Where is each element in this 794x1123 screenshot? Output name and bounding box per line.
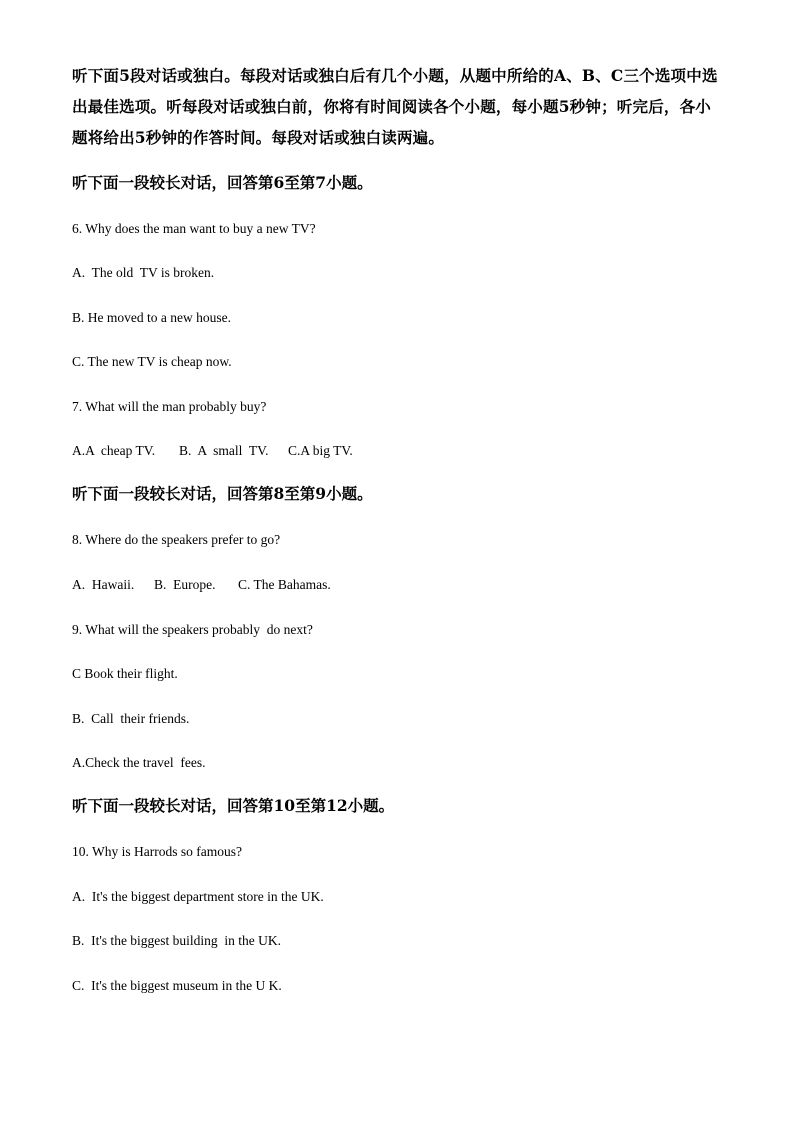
question-9-stem: 9. What will the speakers probably do next? — [72, 622, 313, 637]
question-8-stem: 8. Where do the speakers prefer to go? — [72, 532, 281, 547]
question-6-option-b: B. He moved to a new house. — [72, 310, 231, 325]
question-7-option-c: C.A big TV. — [288, 443, 353, 458]
question-8-option-a: A. Hawaii. — [72, 577, 135, 592]
listening-instructions: 听下面5段对话或独白。每段对话或独白后有几个小题，从题中所给的A、B、C三个选项中选出最佳选项。听每段对话或独白前，你将有时间阅读各个小题，每小题5秒钟；听完后，各小题将给出5秒钟的作答时间。每段对话或独白读两遍。 — [72, 66, 718, 147]
question-9-option-3: A.Check the travel fees. — [72, 755, 206, 770]
question-6-stem: 6. Why does the man want to buy a new TV? — [72, 221, 316, 236]
question-10-option-c: C. It's the biggest museum in the U K. — [72, 978, 282, 993]
question-7-option-a: A.A cheap TV. — [72, 443, 156, 458]
section-heading-8-9: 听下面一段较长对话，回答第8至第9小题。 — [72, 484, 373, 503]
question-10-stem: 10. Why is Harrods so famous? — [72, 844, 242, 859]
question-10-option-a: A. It's the biggest department store in the UK. — [72, 889, 324, 904]
section-heading-10-12: 听下面一段较长对话，回答第10至第12小题。 — [72, 796, 395, 815]
question-8-options — [72, 576, 331, 594]
question-6-option-a: A. The old TV is broken. — [72, 265, 215, 280]
question-6-option-c: C. The new TV is cheap now. — [72, 354, 232, 369]
question-9-option-1: C Book their flight. — [72, 666, 178, 681]
question-7-option-b: B. A small TV. — [179, 443, 269, 458]
question-8-option-b: B. Europe. — [154, 577, 216, 592]
section-heading-6-7: 听下面一段较长对话，回答第6至第7小题。 — [72, 173, 373, 192]
question-8-option-c: C. The Bahamas. — [238, 577, 331, 592]
question-9-option-2: B. Call their friends. — [72, 711, 190, 726]
question-7-options — [72, 442, 353, 460]
question-10-option-b: B. It's the biggest building in the UK. — [72, 933, 282, 948]
question-7-stem: 7. What will the man probably buy? — [72, 399, 267, 414]
